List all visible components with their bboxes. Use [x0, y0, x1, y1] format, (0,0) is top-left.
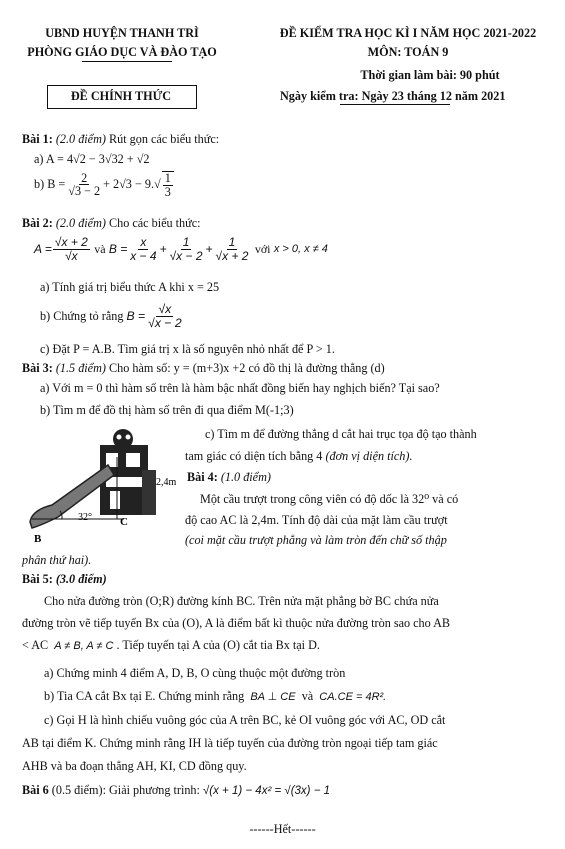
- bai5-part-b: b) Tia CA cắt Bx tại E. Chứng minh rằng BA ⊥ CE và CA.CE = 4R².: [44, 689, 387, 703]
- header-time: Thời gian làm bài: 90 phút: [360, 68, 500, 82]
- header-subject: MÔN: TOÁN 9: [367, 45, 449, 59]
- bai1-heading: Bài 1: (2.0 điểm) Rút gọn các biểu thức:: [22, 132, 220, 146]
- bai3-part-b: b) Tìm m để đồ thị hàm số trên đi qua điểm M(-1;3): [40, 403, 294, 417]
- bai5-para3: < AC A ≠ B, A ≠ C . Tiếp tuyến tại A của (O) cắt tia Bx tại D.: [22, 638, 320, 652]
- point-c-label: C: [120, 516, 128, 528]
- bai3-part-a: a) Với m = 0 thì hàm số trên là hàm bậc nhất đồng biến hay nghịch biến? Tại sao?: [40, 381, 440, 395]
- bai5-para1: Cho nửa đường tròn (O;R) đường kính BC. Trên nửa mặt phẳng bờ BC chứa nửa: [44, 594, 439, 608]
- bai4-heading: Bài 4: (1.0 điểm): [187, 470, 271, 484]
- header-exam-title: ĐỀ KIỂM TRA HỌC KÌ I NĂM HỌC 2021-2022: [279, 26, 537, 40]
- bai4-line3: (coi mặt cầu trượt phẳng và làm tròn đến chữ số thập: [185, 533, 447, 547]
- bai2-part-b: b) Chứng tỏ rằng B = $\frac{√x}{√x - 2}$: [40, 302, 182, 330]
- bai5-heading: Bài 5: (3.0 điểm): [22, 572, 107, 586]
- date-underline: [340, 104, 450, 105]
- header-date: Ngày kiểm tra: Ngày 23 tháng 12 năm 2021: [280, 89, 506, 103]
- bai1-part-b: b) B = $\frac{2}{√3 - 2}$ + 2√3 − 9. √ $\frac{1}{3}$: [34, 171, 175, 199]
- bai3-part-c-line1: c) Tìm m để đường thẳng d cắt hai trục tọa độ tạo thành: [205, 427, 477, 441]
- bai5-part-c-line1: c) Gọi H là hình chiếu vuông góc của A trên BC, kẻ OI vuông góc với AC, OD cắt: [44, 713, 446, 727]
- height-label: 2,4m: [156, 477, 177, 488]
- end-marker: ------Hết------: [249, 822, 316, 836]
- angle-label: 32°: [78, 512, 92, 523]
- bai5-part-c-line2: AB tại điểm K. Chứng minh rằng IH là tiếp tuyến của đường tròn ngoại tiếp tam giác: [22, 736, 438, 750]
- bai2-part-a: a) Tính giá trị biểu thức A khi x = 25: [40, 280, 220, 294]
- point-b-label: B: [34, 533, 42, 545]
- bai2-expressions: A = $\frac{√x + 2}{√x}$ và B = $\frac{x}{x - 4}$ + $\frac{1}{√x - 2}$ + $\frac{1}{√x + 2}$ với x > 0, x ≠ 4: [34, 235, 328, 263]
- header-office: PHÒNG GIÁO DỤC VÀ ĐÀO TẠO: [27, 45, 217, 59]
- header-department: UBND HUYỆN THANH TRÌ: [45, 26, 199, 40]
- official-label: ĐỀ CHÍNH THỨC: [70, 89, 172, 103]
- bai5-para2: đường tròn vẽ tiếp tuyến Bx của (O), A là điểm bất kì thuộc nửa đường tròn sao cho AB: [22, 616, 451, 630]
- bai6: Bài 6 (0.5 điểm): Giải phương trình: √(x + 1) − 4x² = √(3x) − 1: [22, 783, 330, 797]
- bai1-part-a: a) A = 4√2 − 3√32 + √2: [34, 152, 150, 166]
- bai4-line4: phân thứ hai).: [22, 553, 92, 567]
- bai4-line1: Một cầu trượt trong công viên có độ dốc là 32⁰ và có: [200, 492, 459, 506]
- bai5-part-a: a) Chứng minh 4 điểm A, D, B, O cùng thuộc một đường tròn: [44, 666, 346, 680]
- slide-figure: [22, 425, 182, 550]
- header-underline: [82, 61, 172, 62]
- bai3-part-c-line2: tam giác có diện tích bằng 4 (đơn vị diện tích).: [185, 449, 413, 463]
- bai2-part-c: c) Đặt P = A.B. Tìm giá trị x là số nguyên nhỏ nhất để P > 1.: [40, 342, 335, 356]
- bai5-part-c-line3: AHB và ba đoạn thẳng AH, KI, CD đồng quy.: [22, 759, 247, 773]
- bai3-heading: Bài 3: (1.5 điểm) Cho hàm số: y = (m+3)x +2 có đồ thị là đường thẳng (d): [22, 361, 385, 375]
- bai4-line2: độ cao AC là 2,4m. Tính độ dài của mặt làm cầu trượt: [185, 513, 448, 527]
- bai2-heading: Bài 2: (2.0 điểm) Cho các biểu thức:: [22, 216, 201, 230]
